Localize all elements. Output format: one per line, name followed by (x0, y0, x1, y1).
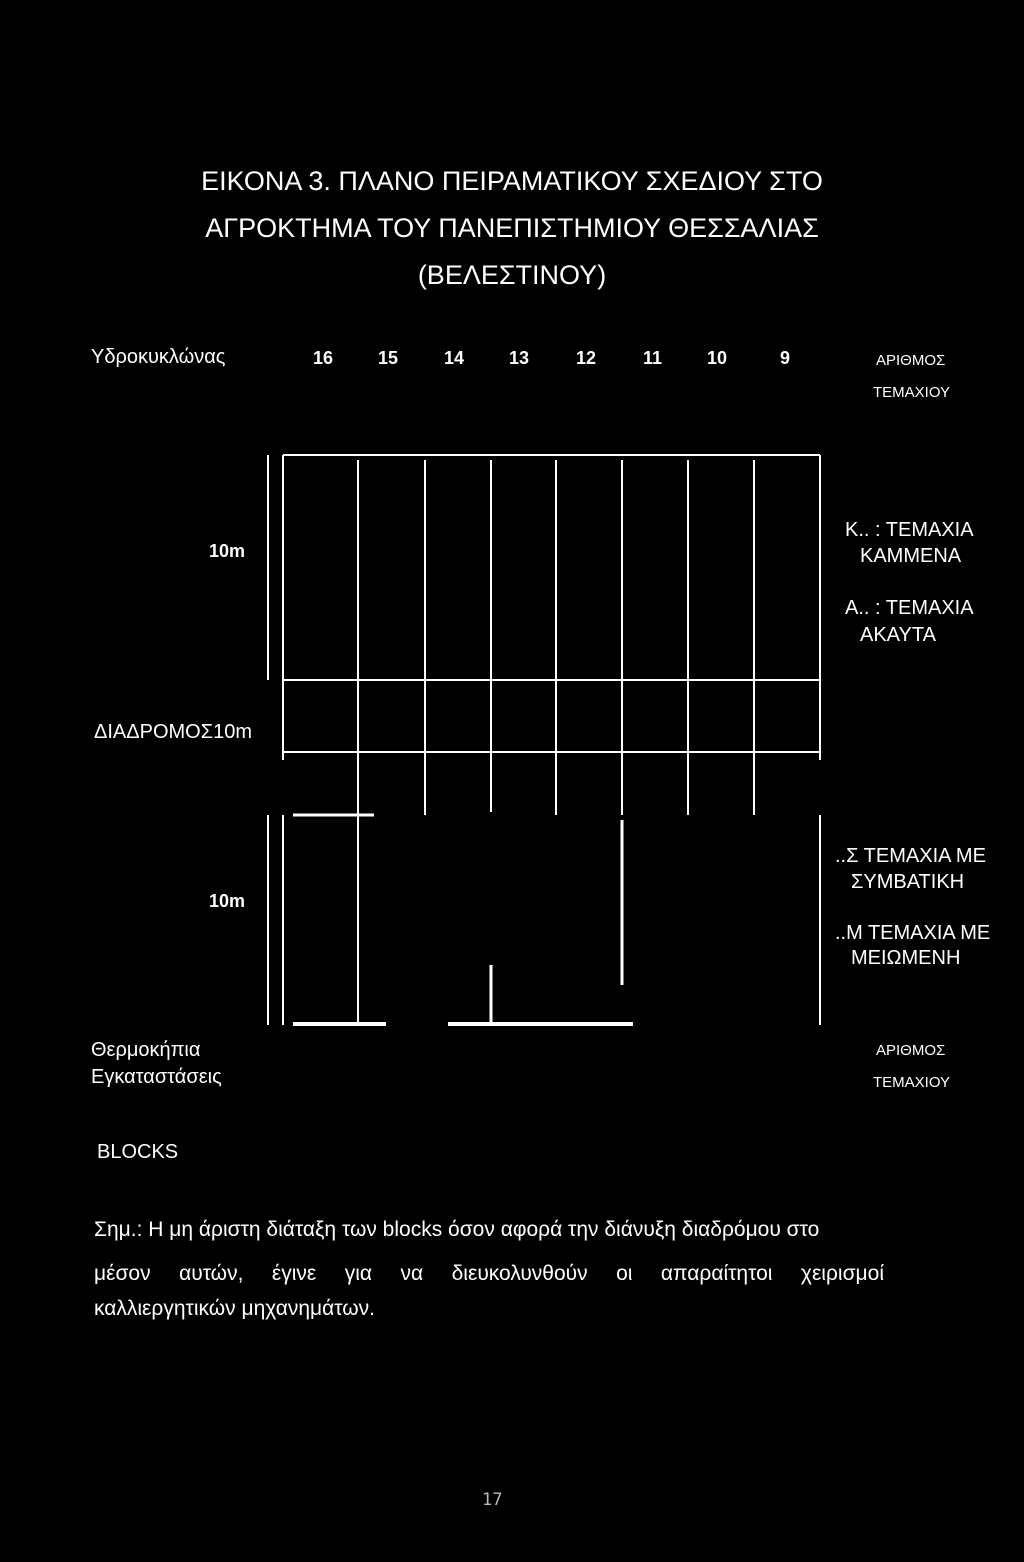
page-number: 17 (482, 1490, 503, 1510)
plot-number: 13 (509, 348, 530, 368)
figure-title-line-2: ΑΓΡΟΚΤΗΜΑ ΤΟΥ ΠΑΝΕΠΙΣΤΗΜΙΟΥ ΘΕΣΣΑΛΙΑΣ (205, 213, 819, 243)
plot-number: 14 (444, 348, 465, 368)
plot-number: 15 (378, 348, 399, 368)
plot-number-heading-line-1: ΑΡΙΘΜΟΣ (876, 352, 946, 369)
plot-number-heading-line-2: ΤΕΜΑΧΙΟΥ (873, 384, 951, 401)
corridor-area (283, 680, 820, 818)
greenhouses-label: Θερμοκήπια (91, 1039, 201, 1061)
plot-number: 12 (576, 348, 597, 368)
installations-label: Εγκαταστάσεις (91, 1066, 222, 1088)
note-line-1: Σημ.: Η μη άριστη διάταξη των blocks όσον αφορά την διάνυξη διαδρόμου στο (94, 1218, 820, 1241)
plot-number-footer-line-2: ΤΕΜΑΧΙΟΥ (873, 1074, 951, 1091)
legend-reduced-line-1: ..Μ ΤΕΜΑΧΙΑ ΜΕ (835, 922, 991, 944)
legend-unburned-line-1: Α.. : ΤΕΜΑΧΙΑ (845, 597, 974, 619)
plot-number: 9 (780, 348, 791, 368)
top-block (268, 455, 820, 680)
note-line-3: καλλιεργητικών μηχανημάτων. (94, 1297, 375, 1320)
corridor-label: ΔΙΑΔΡΟΜΟΣ10m (94, 721, 252, 743)
legend-reduced-line-2: ΜΕΙΩΜΕΝΗ (851, 947, 961, 969)
plot-number-footer-line-1: ΑΡΙΘΜΟΣ (876, 1042, 946, 1059)
bottom-block (268, 815, 820, 1025)
note-line-2: μέσον αυτών, έγινε για να διευκολυνθούν οι απαραίτητοι χειρισμοί (94, 1262, 884, 1285)
blocks-label: BLOCKS (97, 1141, 179, 1163)
legend-conventional-line-1: ..Σ ΤΕΜΑΧΙΑ ΜΕ (835, 845, 986, 867)
figure-title-line-3: (ΒΕΛΕΣΤΙΝΟΥ) (417, 260, 607, 290)
plot-number: 16 (313, 348, 334, 368)
figure-title-line-1: ΕΙΚΟΝΑ 3. ΠΛΑΝΟ ΠΕΙΡΑΜΑΤΙΚΟΥ ΣΧΕΔΙΟΥ ΣΤΟ (201, 166, 823, 196)
plot-number: 11 (643, 348, 663, 368)
block-top-width-label: 10m (209, 541, 246, 561)
legend-unburned-line-2: ΑΚΑΥΤΑ (860, 624, 936, 646)
hydrocyclone-label: Υδροκυκλώνας (91, 346, 226, 368)
plot-number: 10 (707, 348, 728, 368)
block-bottom-width-label: 10m (209, 891, 246, 911)
legend-conventional-line-2: ΣΥΜΒΑΤΙΚΗ (851, 871, 965, 893)
legend-burned-line-1: Κ.. : ΤΕΜΑΧΙΑ (845, 519, 974, 541)
legend-burned-line-2: ΚΑΜΜΕΝΑ (860, 545, 962, 567)
